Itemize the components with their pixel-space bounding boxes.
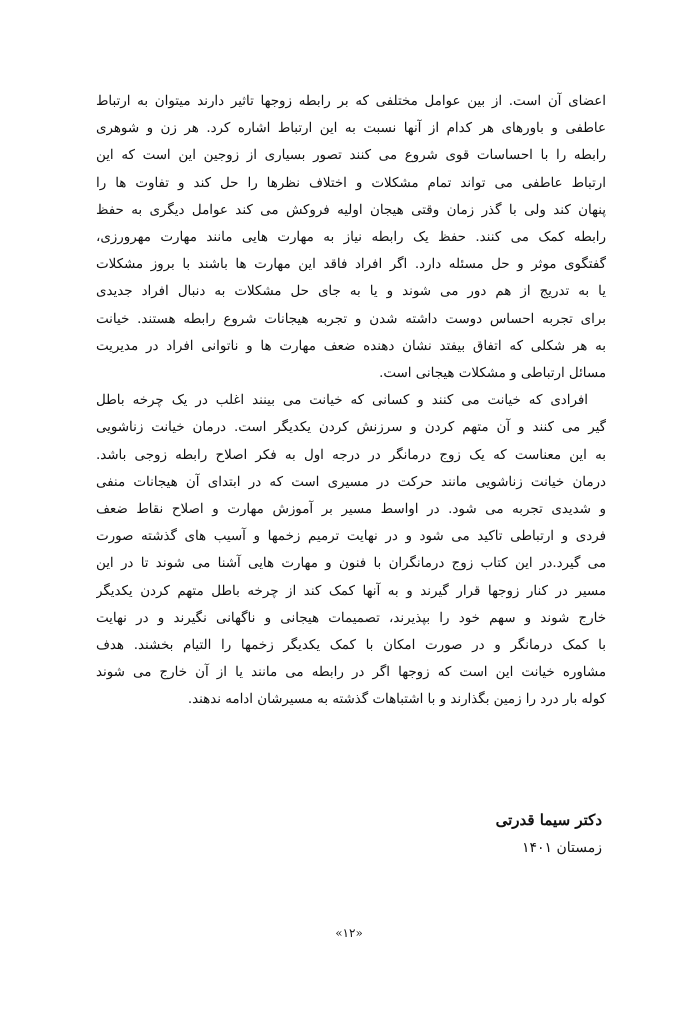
paragraph-line: درمان خیانت زناشویی مانند حرکت در مسیری است که در ابتدای آن هیجانات منفی (96, 474, 606, 490)
paragraph-line: کوله بار درد را زمین بگذارند و با اشتباهات گذشته به مسیرشان ادامه ندهند. (187, 692, 606, 708)
author-name: دکتر سیما قدرتی (495, 811, 602, 829)
page-number: «۱۲» (335, 926, 363, 940)
paragraph-line: می گیرد.در این کتاب زوج درمانگران با فنون و مهارت هایی آشنا می شوند تا در این (96, 556, 606, 572)
paragraph-line: گیر می کنند و آن متهم کردن و سرزنش کردن یکدیگر است. درمان خیانت زناشویی (96, 420, 606, 436)
paragraph-line: مسیر در کنار زوجها قرار گیرند و به آنها کمک کند از چرخه باطل متهم کردن یکدیگر (96, 583, 606, 599)
paragraph-line: ارتباط عاطفی می تواند تمام مشکلات و اختلاف نظرها را حل کند و تفاوت ها را (96, 175, 606, 191)
paragraph-line: مسائل ارتباطی و مشکلات هیجانی است. (379, 366, 606, 382)
paragraph-line: اعضای آن است. از بین عوامل مختلفی که بر رابطه زوجها تاثیر دارند میتوان به ارتباط (96, 94, 606, 109)
paragraph-line: فردی و ارتباطی تاکید می شود و در نهایت ترمیم زخمها و آسیب های گذشته صورت (96, 529, 606, 545)
paragraph-line: افرادی که خیانت می کنند و کسانی که خیانت می بینند اغلب در یک چرخه باطل (96, 393, 588, 409)
paragraph-2 (96, 387, 606, 713)
date-line: زمستان ۱۴۰۱ (521, 840, 602, 856)
paragraph-line: یا به تدریج از هم دور می شوند و یا به جای حل مشکلات به دنبال افراد جدیدی (96, 284, 606, 300)
paragraph-line: خارج شوند و سهم خود را بپذیرند، تصمیمات هیجانی و ناگهانی نگیرند و در نهایت (96, 610, 606, 626)
paragraph-line: پنهان کند ولی با گذر زمان وقتی هیجان اولیه فروکش می کند عوامل دیگری به حفظ (96, 202, 606, 218)
paragraph-1 (96, 88, 606, 387)
paragraph-line: به این معناست که یک زوج درمانگر در درجه اول به فکر اصلاح رابطه زوجی باشد. (96, 447, 606, 463)
body-text (96, 88, 606, 714)
paragraph-line: عاطفی و باورهای هر کدام از آنها نسبت به این ارتباط اشاره کرد. هر زن و شوهری (96, 121, 606, 137)
paragraph-line: رابطه کمک می کنند. حفظ یک رابطه نیاز به مهارت هایی مانند مهارت مهرورزی، (96, 230, 606, 246)
paragraph-line: رابطه را با احساسات قوی شروع می کنند تصور بسیاری از زوجین این است که این (96, 148, 606, 164)
signature-block (496, 806, 602, 862)
paragraph-line: مشاوره خیانت این است که زوجها اگر در رابطه می مانند یا از آن خارج می شوند (96, 665, 606, 681)
paragraph-line: گفتگوی موثر و حل مسئله دارد. اگر افراد فاقد این مهارت ها باشند با بروز مشکلات (96, 257, 606, 273)
paragraph-line: برای تجربه احساس دوست داشته شدن و تجربه هیجانات شروع رابطه هستند. خیانت (96, 311, 606, 327)
paragraph-line: با کمک درمانگر و در صورت امکان با کمک یکدیگر زخمها را التیام بخشند. هدف (96, 638, 606, 654)
paragraph-line: و شدیدی تجربه می شود. در اواسط مسیر بر آموزش مهارت و اصلاح نقاط ضعف (96, 502, 606, 518)
paragraph-line: به هر شکلی که اتفاق بیفتد نشان دهنده ضعف مهارت ها و ناتوانی افراد در مدیریت (96, 338, 606, 354)
